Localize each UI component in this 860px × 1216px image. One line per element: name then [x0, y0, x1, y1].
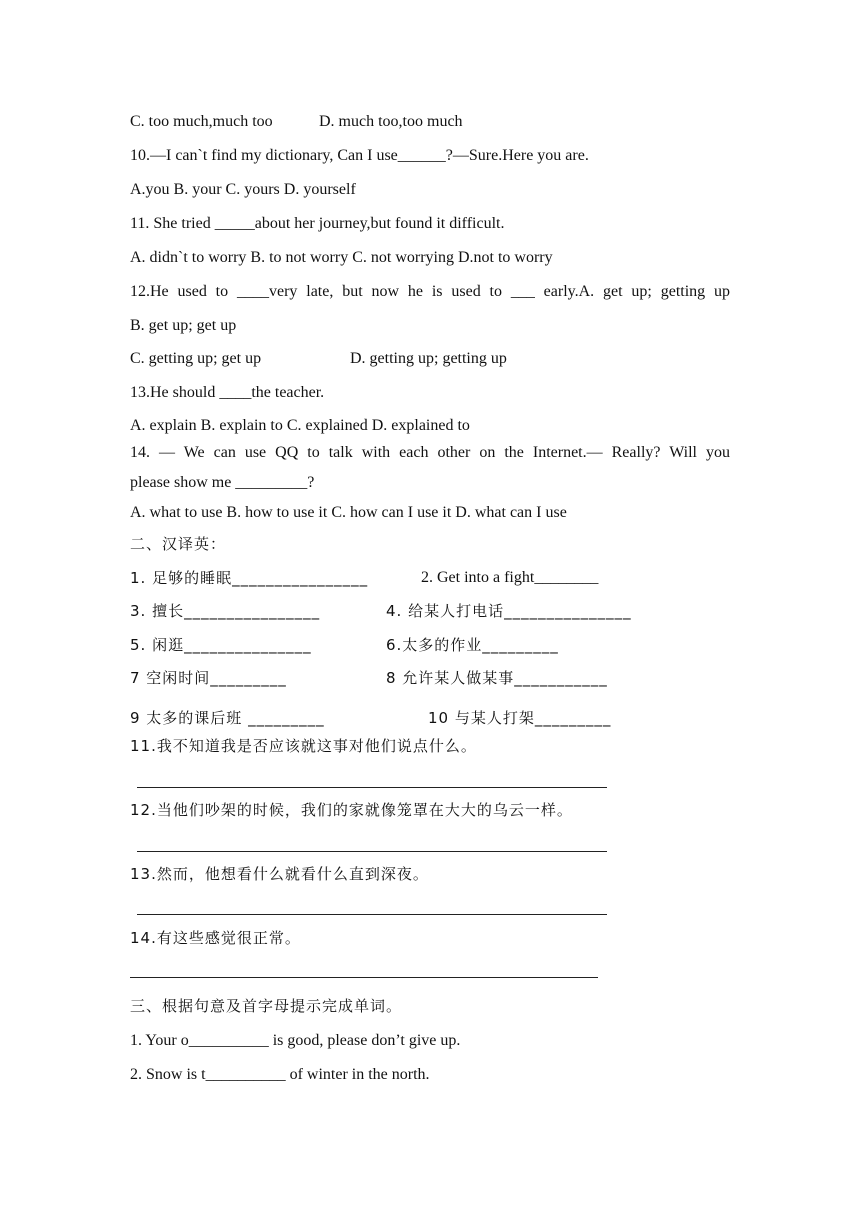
sentence-11: 11.我不知道我是否应该就这事对他们说点什么。 [130, 737, 477, 755]
translate-item-7: 7 空闲时间_________ [130, 669, 287, 687]
translate-item-4: 4. 给某人打电话_______________ [386, 602, 632, 620]
translate-item-5: 5. 闲逛_______________ [130, 636, 312, 654]
word-item-2: 2. Snow is t__________ of winter in the north. [130, 1066, 430, 1083]
translate-item-3: 3. 擅长________________ [130, 602, 321, 620]
translate-item-2: 2. Get into a fight________ [421, 569, 599, 586]
translate-item-6: 6.太多的作业_________ [386, 636, 559, 654]
sentence-12: 12.当他们吵架的时候，我们的家就像笼罩在大大的乌云一样。 [130, 801, 573, 819]
option-line-d: D. much too,too much [319, 113, 463, 130]
translate-item-8: 8 允许某人做某事___________ [386, 669, 608, 687]
sentence-13: 13.然而，他想看什么就看什么直到深夜。 [130, 865, 429, 883]
word-item-1: 1. Your o__________ is good, please don’t give up. [130, 1032, 461, 1049]
question-12: 12.He used to ____very late, but now he is used to ___ early.A. get up; getting up [130, 283, 730, 300]
answer-line-11 [137, 787, 607, 788]
question-13: 13.He should ____the teacher. [130, 384, 325, 401]
section-3-heading: 三、根据句意及首字母提示完成单词。 [130, 997, 403, 1015]
section-2-heading: 二、汉译英： [130, 535, 227, 553]
translate-item-1: 1. 足够的睡眠________________ [130, 569, 369, 587]
question-14-options: A. what to use B. how to use it C. how can I use it D. what can I use [130, 504, 567, 521]
question-12-option-c: C. getting up; get up [130, 350, 262, 367]
question-14: 14. — We can use QQ to talk with each other on the Internet.— Really? Will you [130, 444, 730, 461]
question-12-option-b: B. get up; get up [130, 317, 237, 334]
question-12-option-d: D. getting up; getting up [350, 350, 507, 367]
translate-item-10: 10 与某人打架_________ [428, 709, 612, 727]
question-11: 11. She tried _____about her journey,but found it difficult. [130, 215, 505, 232]
question-14-continued: please show me _________? [130, 474, 315, 491]
sentence-14: 14.有这些感觉很正常。 [130, 929, 301, 947]
answer-line-13 [137, 914, 607, 915]
answer-line-12 [137, 851, 607, 852]
option-line-c: C. too much,much too [130, 113, 273, 130]
question-13-options: A. explain B. explain to C. explained D. explained to [130, 417, 470, 434]
answer-line-14 [130, 977, 598, 978]
question-10: 10.—I can`t find my dictionary, Can I use______?—Sure.Here you are. [130, 147, 589, 164]
question-11-options: A. didn`t to worry B. to not worry C. not worrying D.not to worry [130, 249, 553, 266]
question-10-options: A.you B. your C. yours D. yourself [130, 181, 356, 198]
translate-item-9: 9 太多的课后班 _________ [130, 709, 325, 727]
